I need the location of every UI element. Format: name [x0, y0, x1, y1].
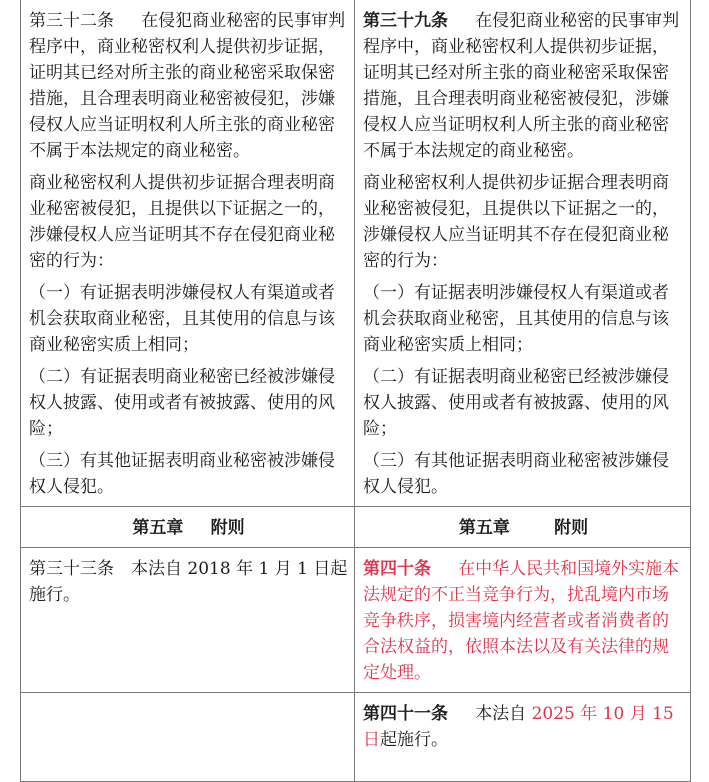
table-row	[21, 0, 691, 507]
new-art39-item3: （三）有其他证据表明商业秘密被涉嫌侵权人侵犯。	[363, 451, 669, 497]
new-art39-item2: （二）有证据表明商业秘密已经被涉嫌侵权人披露、使用或者有被披露、使用的风险；	[363, 367, 669, 439]
new-art41-para	[363, 701, 684, 753]
new-art40-head: 第四十条	[363, 559, 431, 579]
new-chapter-name: 附则	[554, 518, 589, 538]
old-art32-head: 第三十二条	[29, 11, 114, 31]
old-art32-item1: （一）有证据表明涉嫌侵权人有渠道或者机会获取商业秘密，且其使用的信息与该商业秘密实质上相同；	[29, 283, 335, 355]
new-art39-para1	[363, 8, 684, 164]
table-row	[21, 507, 691, 548]
old-empty-cell	[21, 693, 355, 782]
new-art39-head: 第三十九条	[363, 11, 448, 31]
new-art41-post: 起施行。	[380, 730, 448, 750]
new-art40-para	[363, 556, 684, 686]
old-chapter-name: 附则	[210, 518, 245, 538]
old-article-33-cell	[21, 548, 355, 693]
old-art32-para1	[29, 8, 348, 164]
new-art39-item1: （一）有证据表明涉嫌侵权人有渠道或者机会获取商业秘密，且其使用的信息与该商业秘密实质上相同；	[363, 283, 669, 355]
new-article-40-cell	[355, 548, 691, 693]
new-article-41-cell	[355, 693, 691, 782]
old-art32-item3: （三）有其他证据表明商业秘密被涉嫌侵权人侵犯。	[29, 451, 335, 497]
old-article-32-cell	[21, 0, 355, 507]
table-row	[21, 548, 691, 693]
new-art41-head: 第四十一条	[363, 704, 448, 724]
old-art32-para2: 商业秘密权利人提供初步证据合理表明商业秘密被侵犯，且提供以下证据之一的，涉嫌侵权人应当证明其不存在侵犯商业秘密的行为：	[29, 173, 335, 271]
table-row	[21, 693, 691, 782]
new-chapter-number: 第五章	[458, 518, 510, 538]
new-art41-pre: 本法自	[475, 704, 527, 724]
new-art39-text: 在侵犯商业秘密的民事审判程序中，商业秘密权利人提供初步证据，证明其已经对所主张的商业秘密采取保密措施，且合理表明商业秘密被侵犯，涉嫌侵权人应当证明权利人所主张的商业秘密不属于本法规定的商业秘密。	[363, 11, 680, 161]
old-art32-item2: （二）有证据表明商业秘密已经被涉嫌侵权人披露、使用或者有被披露、使用的风险；	[29, 367, 335, 439]
old-chapter-number: 第五章	[132, 518, 184, 538]
new-article-39-cell	[355, 0, 691, 507]
old-art32-text: 在侵犯商业秘密的民事审判程序中，商业秘密权利人提供初步证据，证明其已经对所主张的商业秘密采取保密措施，且合理表明商业秘密被侵犯，涉嫌侵权人应当证明权利人所主张的商业秘密不属于本法规定的商业秘密。	[29, 11, 346, 161]
old-art33-text: 第三十三条 本法自 2018 年 1 月 1 日起施行。	[29, 559, 348, 605]
new-art39-para2: 商业秘密权利人提供初步证据合理表明商业秘密被侵犯，且提供以下证据之一的，涉嫌侵权人应当证明其不存在侵犯商业秘密的行为：	[363, 173, 669, 271]
new-art41-date: 2025 年 10 月 15 日	[363, 704, 674, 750]
comparison-table	[20, 0, 691, 782]
old-chapter-heading	[21, 507, 355, 548]
new-art40-text: 在中华人民共和国境外实施本法规定的不正当竞争行为，扰乱境内市场竞争秩序，损害境内经营者或者消费者的合法权益的，依照本法以及有关法律的规定处理。	[363, 559, 680, 683]
new-chapter-heading	[355, 507, 691, 548]
